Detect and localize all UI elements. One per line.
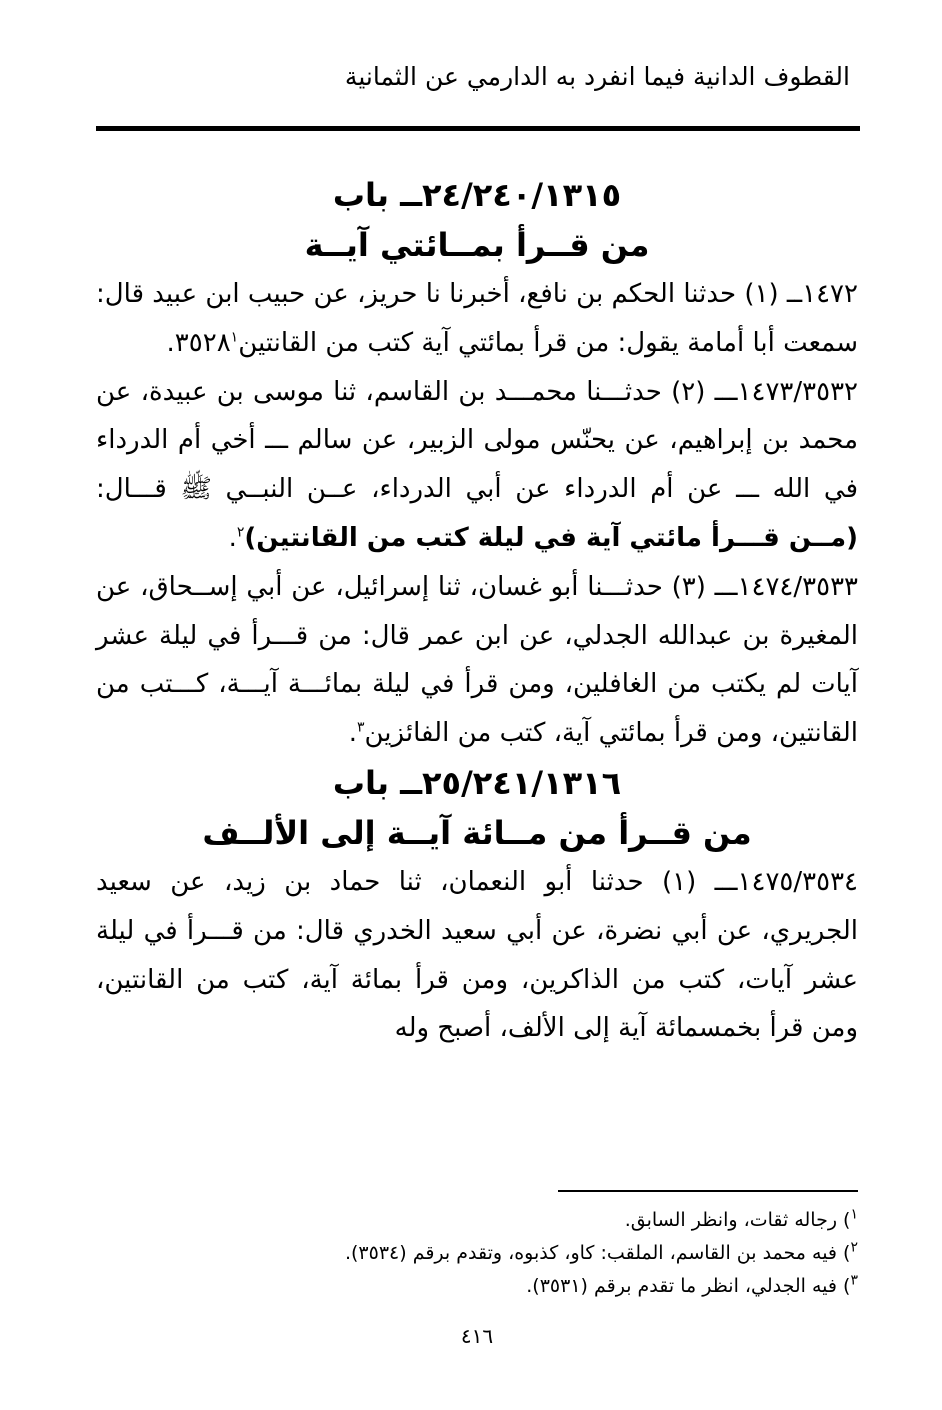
hadith-1472 — [96, 270, 858, 368]
footnote-ref-2: ٢ — [236, 524, 245, 541]
footnote-3-mark: ٣ — [850, 1272, 858, 1289]
section-1-title: من قــرأ بمــائتي آيــة — [304, 226, 650, 264]
footnote-2-text: فيه محمد بن القاسم، الملقب: كاو، كذبوه، وتقدم برقم (٣٥٣٤). — [344, 1242, 838, 1264]
hadith-1474-end: . — [348, 718, 357, 749]
hadith-1473-end: . — [228, 522, 237, 553]
section-2-number: ٢٥/٢٤١/١٣١٦ــ باب — [332, 763, 622, 802]
footnote-3-text: فيه الجدلي، انظر ما تقدم برقم (٣٥٣١). — [526, 1275, 838, 1297]
footnote-1-mark: ١ — [850, 1206, 858, 1223]
footnote-2-mark: ٢ — [850, 1239, 858, 1256]
section-2-title: من قــرأ من مــائة آيــة إلى الألــف — [202, 813, 752, 852]
hadith-1473 — [96, 368, 858, 563]
book-page — [96, 0, 858, 1410]
hadith-1474 — [96, 563, 858, 758]
hadith-1472-text: ١٤٧٢ــ (١) حدثنا الحكم بن نافع، أخبرنا نا حريز، عن حبيب ابن عبيد قال: سمعت أبا أمامة يقول: من قرأ بمائتي آية كتب من القانتين٣٥٢٨ — [96, 279, 858, 358]
hadith-1475 — [96, 858, 858, 1053]
header-rule — [96, 126, 860, 131]
hadith-1473-text: ١٤٧٣/٣٥٣٢ـــ (٢) حدثـــنا محمـــد بن القاسم، ثنا موسى بن عبيدة، عن محمد بن إبراهيم، عن يحنّس مولى الزبير، عن سالم ـــ أخي أم الدرداء في الله ـــ عن أم الدرداء عن أبي الدرداء، عــن النبــي ﷺ قـــال: — [96, 376, 858, 505]
running-header: القطوف الدانية فيما انفرد به الدارمي عن الثمانية — [344, 62, 850, 91]
page-number: ٤١٦ — [460, 1324, 494, 1348]
footnote-ref-1: ١ — [230, 329, 239, 346]
page-body — [96, 170, 858, 1053]
hadith-1472-end: . — [166, 327, 175, 358]
footnote-1-text: رجاله ثقات، وانظر السابق. — [624, 1209, 838, 1231]
section-1-number: ٢٤/٢٤٠/١٣١٥ــ باب — [332, 176, 622, 214]
footnote-ref-3: ٣ — [356, 719, 365, 736]
hadith-1473-matn: (مــن قـــرأ مائتي آية في ليلة كتب من القانتين) — [244, 522, 858, 553]
hadith-1475-text: ١٤٧٥/٣٥٣٤ـــ (١) حدثنا أبو النعمان، ثنا حماد بن زيد، عن سعيد الجريري، عن أبي نضرة، عن أبي سعيد الخدري قال: من قـــرأ في ليلة عشر آيات، كتب من الذاكرين، ومن قرأ بمائة آية، كتب من القانتين، ومن قرأ بخمسمائة آية إلى الألف، أصبح وله — [96, 866, 858, 1044]
footnotes — [96, 1204, 858, 1303]
hadith-1474-text: ١٤٧٤/٣٥٣٣ـــ (٣) حدثـــنا أبو غسان، ثنا إسرائيل، عن أبي إســحاق، عن المغيرة بن عبدالله الجدلي، عن ابن عمر قال: من قـــرأ في ليلة عشر آيات لم يكتب من الغافلين، ومن قرأ في ليلة بمائـــة آيـــة، كـــتب من القانتين، ومن قرأ بمائتي آية، كتب من الفائزين — [96, 571, 858, 749]
footnote-1: $^١$) رجاله ثقات، وانظر السابق. — [624, 1206, 858, 1231]
footnote-rule — [558, 1190, 858, 1192]
footnote-2: $^٢$) فيه محمد بن القاسم، الملقب: كاو، كذبوه، وتقدم برقم (٣٥٣٤). — [344, 1239, 858, 1264]
footnote-3: $^٣$) فيه الجدلي، انظر ما تقدم برقم (٣٥٣١). — [526, 1272, 858, 1297]
